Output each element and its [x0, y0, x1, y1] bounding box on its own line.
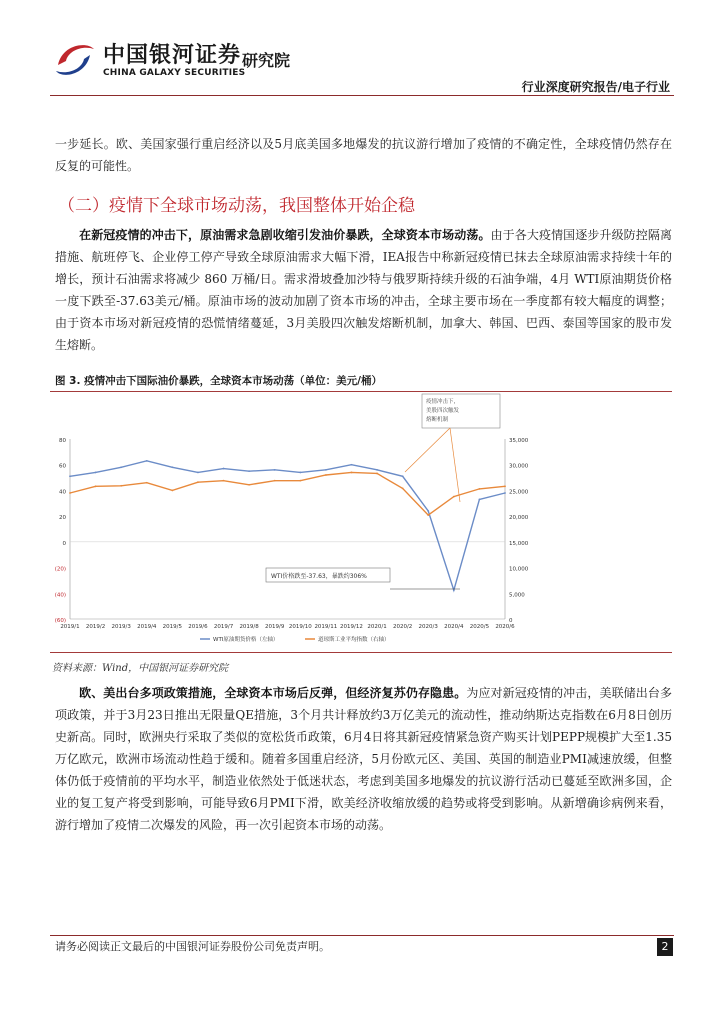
series-line-1: [70, 472, 505, 515]
data-point-1: [95, 485, 97, 487]
annotation-text-wti: WTI价格跌至-37.63，暴跌约306%: [271, 573, 367, 580]
x-tick-label: 2020/2: [392, 624, 413, 630]
x-tick-label: 2019/3: [111, 624, 131, 630]
data-point-1: [479, 488, 481, 490]
data-point-0: [95, 472, 97, 474]
report-type: 行业深度研究报告/电子行业: [521, 80, 670, 94]
x-tick-label: 2019/8: [239, 624, 259, 630]
logo-english-name: CHINA GALAXY SECURITIES: [103, 68, 246, 78]
y-right-tick-label: 0: [509, 618, 513, 624]
x-tick-label: 2019/10: [288, 624, 312, 630]
y-left-tick-label: 60: [59, 463, 66, 470]
y-right-tick-label: 20,000: [509, 515, 529, 522]
y-right-tick-label: 25,000: [509, 489, 529, 496]
data-point-1: [325, 474, 327, 476]
data-point-1: [69, 492, 71, 494]
data-point-0: [427, 510, 429, 512]
intro-paragraph: 一步延长。欧、美国家强行重启经济以及5月底美国多地爆发的抗议游行增加了疫情的不确定性，全球疫情仍然存在反复的可能性。: [55, 137, 672, 173]
footer-disclaimer: 请务必阅读正文最后的中国银河证券股份公司免责声明。: [55, 940, 330, 953]
x-tick-label: 2020/4: [444, 624, 464, 630]
paragraph-policy-body: 为应对新冠疫情的冲击，美联储出台多项政策，并于3月23日推出无限量QE措施，3个月共计释放约3万亿美元的流动性，推动纳斯达克指数在6月8日创历史新高。同时，欧洲央行采取了类似的宽松货币政策，6月4日将其新冠疫情紧急资产购买计划PEPP规模扩大至1.35万亿欧元，欧洲市场流动性趋于缓和。随着多国重启经济，5月份欧元区、美国、英国的制造业PMI减速放缓，但整体仍低于疫情前的平均水平，制造业依然处于低迷状态，考虑到美国多地爆发的抗议游行活动已蔓延至欧洲多国，企业的复工复产将受到影响，可能导致6月PMI下滑，欧美经济收缩放缓的趋势或将受到影响。从新增确诊病例来看，游行增加了疫情二次爆发的风险，再一次引起资本市场的动荡。: [55, 686, 672, 832]
x-tick-label: 2020/3: [418, 624, 438, 630]
y-right-tick-label: 10,000: [509, 566, 529, 573]
data-point-0: [274, 469, 276, 471]
figure-bottom-divider: [50, 652, 672, 653]
data-point-1: [248, 484, 250, 486]
x-tick-label: 2019/12: [340, 624, 363, 630]
paragraph-policy-response: [55, 682, 672, 836]
y-right-tick-label: 5,000: [509, 592, 525, 599]
x-tick-label: 2020/6: [495, 624, 515, 630]
data-point-1: [223, 480, 225, 482]
data-point-0: [69, 475, 71, 477]
y-left-tick-label: (60): [54, 618, 66, 624]
legend-label-dow: 道琼斯工业平均指数（右轴）: [318, 637, 390, 643]
y-left-tick-label: (20): [54, 566, 66, 573]
page-number: 2: [657, 938, 673, 956]
data-point-0: [223, 468, 225, 470]
paragraph-oil-crash-lead: 在新冠疫情的冲击下，原油需求急剧收缩引发油价暴跌，全球资本市场动荡。: [79, 228, 491, 242]
oil-price-chart: [50, 392, 672, 650]
x-tick-label: 2020/1: [367, 624, 387, 630]
annotation-arrow-2: [450, 428, 460, 502]
section-title: （二）疫情下全球市场动荡，我国整体开始企稳: [58, 196, 415, 216]
data-point-0: [376, 469, 378, 471]
footer-divider: [50, 935, 674, 936]
x-tick-label: 2019/4: [137, 624, 157, 630]
data-point-0: [479, 499, 481, 501]
y-right-tick-label: 30,000: [509, 463, 529, 470]
data-point-1: [504, 485, 506, 487]
y-left-tick-label: 40: [59, 489, 66, 496]
data-point-0: [197, 472, 199, 474]
x-tick-label: 2019/9: [265, 624, 285, 630]
y-left-tick-label: 20: [59, 515, 66, 522]
y-left-tick-label: 0: [62, 540, 66, 547]
paragraph-oil-crash-body: 由于各大疫情国逐步升级防控隔离措施、航班停飞、企业停工停产导致全球原油需求大幅下滑，IEA报告中称新冠疫情已抹去全球原油需求持续十年的增长，预计石油需求将减少 860 万桶/日。需求滑坡叠加沙特与俄罗斯持续升级的石油争端，4月 WTI原油期货价格一度下跌至-37.63美元/桶。原油市场的波动加剧了资本市场的冲击，全球主要市场在一季度都有较大幅度的调整；由于资本市场对新冠疫情的恐慌情绪蔓延，3月美股四次触发熔断机制，加拿大、韩国、巴西、泰国等国家的股市发生熔断。: [55, 228, 672, 352]
x-tick-label: 2019/6: [188, 624, 208, 630]
data-point-1: [453, 496, 455, 498]
annotation-text-circuit-breaker-line3: 熔断机制: [426, 417, 449, 423]
data-point-0: [171, 466, 173, 468]
paragraph-policy-lead: 欧、美出台多项政策措施，全球资本市场后反弹，但经济复苏仍存隐患。: [79, 686, 467, 700]
figure-title: 图 3. 疫情冲击下国际油价暴跌，全球资本市场动荡（单位：美元/桶）: [55, 375, 382, 387]
x-tick-label: 2019/2: [85, 624, 106, 630]
x-tick-label: 2020/5: [469, 624, 490, 630]
x-tick-label: 2019/7: [213, 624, 234, 630]
data-point-1: [197, 481, 199, 483]
header-divider: [50, 95, 674, 96]
annotation-arrow-1: [405, 428, 450, 472]
data-point-0: [504, 492, 506, 494]
x-tick-label: 2019/11: [314, 624, 338, 630]
data-point-1: [299, 480, 301, 482]
data-point-0: [146, 460, 148, 462]
data-point-1: [146, 482, 148, 484]
paragraph-oil-crash: [55, 224, 672, 356]
logo-institute: 研究院: [242, 51, 291, 70]
annotation-text-circuit-breaker-line1: 疫情冲击下，: [426, 399, 460, 405]
data-point-1: [351, 472, 353, 474]
data-point-1: [376, 473, 378, 475]
data-point-1: [120, 485, 122, 487]
data-point-1: [427, 514, 429, 516]
data-point-1: [274, 480, 276, 482]
x-tick-label: 2019/1: [60, 624, 80, 630]
y-left-tick-label: 80: [59, 438, 66, 444]
data-point-0: [402, 475, 404, 477]
data-point-0: [325, 469, 327, 471]
figure-source: 资料来源：Wind，中国银河证券研究院: [52, 663, 229, 674]
logo-chinese-name: 中国银河证券: [103, 43, 242, 68]
data-point-1: [171, 490, 173, 492]
y-right-tick-label: 15,000: [509, 540, 529, 547]
x-tick-label: 2019/5: [162, 624, 183, 630]
y-right-tick-label: 35,000: [509, 438, 529, 444]
galaxy-logo-icon: [52, 35, 102, 85]
data-point-0: [351, 464, 353, 466]
data-point-0: [453, 589, 455, 591]
annotation-text-circuit-breaker-line2: 美股四次触发: [426, 408, 460, 414]
y-left-tick-label: (40): [54, 592, 66, 599]
data-point-0: [120, 466, 122, 468]
data-point-1: [402, 487, 404, 489]
legend-label-wti: WTI原油期货价格（左轴）: [213, 637, 279, 643]
data-point-0: [299, 472, 301, 474]
data-point-0: [248, 470, 250, 472]
